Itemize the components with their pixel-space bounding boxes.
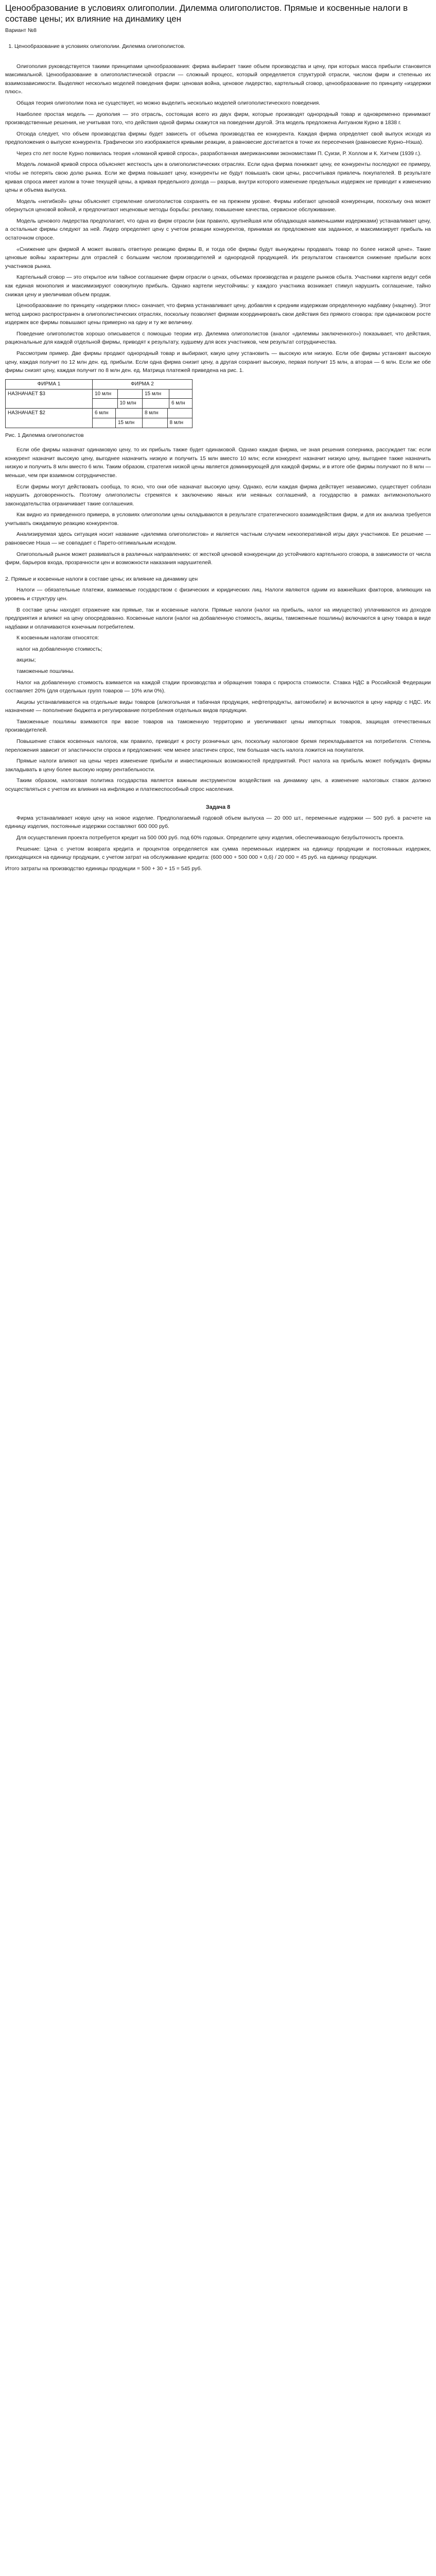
document-title: Ценообразование в условиях олигополии. Дилемма олигополистов. Прямые и косвенные налоги в составе цены; их влияние на динамику цен [5,3,408,24]
figure-caption: Рис. 1 Дилемма олигополистов [5,432,84,438]
paragraph: Если фирмы могут действовать сообща, то ясно, что они обе назначат высокую цену. Однако, если каждая фирма действует независимо, существует соблазн нарушить договоренность. Поэтому олигополисты стремятся к заключению явных или неявных соглашений, а государство в рамках антимонопольного законодательства ограничивает такие соглашения. [5,483,431,507]
paragraph: Олигопольный рынок может развиваться в различных направлениях: от жесткой ценовой конкуренции до устойчивого картельного сговора, в зависимости от числа фирм, барьеров входа, прозрачности цен и возможности наказания нарушителей. [5,551,431,566]
paragraph: Картельный сговор — это открытое или тайное соглашение фирм отрасли о ценах, объемах производства и разделе рынков сбыта. Участники картеля ведут себя как единая монополия и максимизируют совокупную прибыль. Однако картели неустойчивы: у каждого участника возникает стимул нарушить соглашение, тайно снижая цену и увеличивая объем продаж. [5,274,431,298]
paragraph: К косвенным налогам относятся: [16,635,99,641]
paragraph: Повышение ставок косвенных налогов, как правило, приводит к росту розничных цен, поскольку налоговое бремя перекладывается на потребителя. Степень переложения зависит от эластичности спроса и предложения: чем менее эластичен спрос, тем большая часть налога ложится на покупателя. [5,738,431,753]
firm2-header: ФИРМА 2 [93,379,193,389]
paragraph: Отсюда следует, что объем производства фирмы будет зависеть от объема производства ее конкурента. Каждая фирма определяет свой выпуск исходя из предположения о выпуске конкурента. Графически это изображается кривыми реакции, а равновесие достигается в точке их пересечения (равновесие Курно–Нэша). [5,130,431,146]
section-oligopoly [5,62,431,375]
paragraph: Фирма устанавливает новую цену на новое изделие. Предполагаемый годовой объем выпуска — 20 000 шт., переменные издержки — 500 руб. в расчете на единицу изделия, постоянные издержки составляют 600 000 руб. [5,815,431,830]
variant-label: Вариант №8 [5,27,37,34]
row-header-low-price: НАЗНАЧАЕТ $2 [6,409,93,428]
task-heading: Задача 8 [205,804,231,810]
table-cell: 6 млн [169,399,192,408]
paragraph: Прямые налоги влияют на цены через изменение прибыли и инвестиционных возможностей предприятий. Рост налога на прибыль может побуждать фирмы закладывать в цену более высокую норму рентабельности. [5,758,431,773]
paragraph: Для осуществления проекта потребуется кредит на 500 000 руб. под 60% годовых. Определите цену изделия, обеспечивающую безубыточность проекта. [16,835,405,841]
paragraph: Ценообразование по принципу «издержки плюс» означает, что фирма устанавливает цену, добавляя к средним издержкам определенную надбавку (наценку). Этот метод широко распространен в олигополистических отраслях, поскольку позволяет фирмам координировать свои действия без прямого сговора: при одинаковом росте издержек все фирмы повышают цены примерно на одну и ту же величину. [5,302,431,326]
list-item: налог на добавленную стоимость; [16,646,102,652]
payoff-matrix-table [5,379,193,428]
toc-item: 1. Ценообразование в условиях олигополии. Дилемма олигополистов. [14,42,431,51]
table-of-contents [14,42,431,51]
table-cell: 10 млн [117,399,142,408]
formula-result: Итого затраты на производство единицы продукции = 500 + 30 + 15 = 545 руб. [5,865,202,872]
paragraph: Налог на добавленную стоимость взимается на каждой стадии производства и обращения товара с прироста стоимости. Ставка НДС в Российской Федерации составляет 20% (для отдельных групп товаров — 10% или 0%). [5,679,431,694]
table-cell: 15 млн [115,418,142,427]
table-cell: 8 млн [167,418,192,427]
paragraph: «Снижение цен фирмой А может вызвать ответную реакцию фирмы В, и тогда обе фирмы будут вынуждены продавать товар по более низкой цене». Такие ценовые войны характерны для отраслей с большим числом производителей и однородной продукцией. Их результатом становится снижение прибыли всех участников рынка. [5,246,431,269]
paragraph: Модель «негибкой» цены объясняет стремление олигополистов сохранять ее на прежнем уровне. Фирмы избегают ценовой конкуренции, поскольку она может обернуться ценовой войной, и предпочитают неценовые методы борьбы: рекламу, повышение качества, сервисное обслуживание. [5,198,431,213]
paragraph: Наиболее простая модель — дуополия — это отрасль, состоящая всего из двух фирм, которые производят однородный товар и одновременно принимают производственные решения, не учитывая того, что действия одной фирмы скажутся на поведении другой. Эта модель предложена Антуаном Курно в 1838 г. [5,111,431,126]
paragraph: Анализируемая здесь ситуация носит название «дилемма олигополистов» и является частным случаем некооперативной игры двух участников. Ее решение — равновесие Нэша — не совпадает с Парето-оптимальным исходом. [5,531,431,547]
paragraph: В составе цены находят отражение как прямые, так и косвенные налоги. Прямые налоги (налог на прибыль, налог на имущество) уплачиваются из доходов предприятия и влияют на цену опосредованно. Косвенные налоги (налог на добавленную стоимость, акцизы, таможенные пошлины) включаются в цену товара в виде надбавки и оплачиваются конечным потребителем. [5,606,431,630]
paragraph: Акцизы устанавливаются на отдельные виды товаров (алкогольная и табачная продукция, нефтепродукты, автомобили) и включаются в цену наряду с НДС. Их назначение — пополнение бюджета и регулирование потребления отдельных видов продукции. [5,699,431,714]
firm1-label: ФИРМА 1 [6,379,93,389]
section-taxes [5,575,431,794]
table-cell: 8 млн [145,410,159,416]
paragraph: Общая теория олигополии пока не существует, но можно выделить несколько моделей олигополистического поведения. [16,99,321,106]
table-cell: 6 млн [95,410,109,416]
row-header-high-price: НАЗНАЧАЕТ $3 [6,389,93,409]
paragraph: Модель ломаной кривой спроса объясняет жесткость цен в олигополистических отраслях. Если одна фирма понижает цену, ее конкуренты последуют ее примеру, чтобы не потерять свою долю рынка. Если же фирма повышает цену, конкуренты не будут повышать свои цены, рассчитывая привлечь покупателей. В результате кривая спроса имеет излом в точке текущей цены, а кривая предельного дохода — разрыв, внутри которого изменение предельных издержек не приводит к изменению цены и объема выпуска. [5,161,431,194]
paragraph: Налоги — обязательные платежи, взимаемые государством с физических и юридических лиц. Налоги являются одним из важнейших факторов, влияющих на уровень и структуру цен. [5,587,431,602]
paragraph: Как видно из приведенного примера, в условиях олигополии цены складываются в результате стратегического взаимодействия фирм, и для их анализа требуется учитывать ожидаемую реакцию конкурентов. [5,512,431,527]
list-item: таможенные пошлины. [16,668,75,674]
paragraph: Олигополия руководствуется такими принципами ценообразования: фирма выбирает такие объем производства и цену, при которых масса прибыли становится максимальной. Ценообразование в олигополистической отрасли — сложный процесс, который определяется структурой отрасли, числом фирм и степенью их взаимозависимости. Выделяют несколько моделей поведения фирм: ценовая война, ценовое лидерство, картельный сговор, ценообразование по принципу «издержки плюс». [5,63,431,95]
section-oligopoly-dilemma [5,446,431,567]
paragraph: Решение: Цена с учетом возврата кредита и процентов определяется как сумма переменных издержек на единицу продукции и постоянных издержек, приходящихся на единицу продукции, с учетом затрат на обслуживание кредита: (600 000 + 500 000 × 0,6) / 20 000 = 45 руб. на единицу продукции. [5,845,431,861]
paragraph: Таможенные пошлины взимаются при ввозе товаров на таможенную территорию и увеличивают цены импортных товаров, защищая отечественных производителей. [5,718,431,734]
paragraph: Рассмотрим пример. Две фирмы продают однородный товар и выбирают, какую цену установить — высокую или низкую. Если обе фирмы установят высокую цену, каждая получит по 12 млн ден. ед. прибыли. Если одна фирма снизит цену, а другая сохранит высокую, первая получит 15 млн, а вторая — 6 млн. Если же обе фирмы снизят цену, каждая получит по 8 млн ден. ед. Матрица платежей приведена на рис. 1. [5,350,431,374]
list-item: акцизы; [16,657,36,664]
paragraph: Таким образом, налоговая политика государства является важным инструментом воздействия на динамику цен, а изменение налоговых ставок должно осуществляться с учетом их влияния на инфляцию и платежеспособный спрос населения. [5,777,431,792]
section-heading: 2. Прямые и косвенные налоги в составе цены; их влияние на динамику цен [5,575,198,582]
document [0,0,436,896]
table-cell: 10 млн [95,391,112,397]
paragraph: Если обе фирмы назначат одинаковую цену, то их прибыль также будет одинаковой. Однако каждая фирма, не зная решения соперника, рассуждает так: если конкурент назначит высокую цену, выгоднее назначить низкую и получить 15 млн вместо 10 млн; если конкурент назначит низкую цену, выгоднее также назначить низкую и получить 8 млн вместо 6 млн. Таким образом, стратегия низкой цены является доминирующей для каждой фирмы, и в итоге обе фирмы получают по 8 млн — меньше, чем при взаимном сотрудничестве. [5,447,431,479]
table-cell: 15 млн [145,391,162,397]
paragraph: Через сто лет после Курно появилась теория «ломаной кривой спроса», разработанная американскими экономистами П. Суизи, Р. Холлом и К. Хитчем (1939 г.). [16,150,422,157]
paragraph: Поведение олигополистов хорошо описывается с помощью теории игр. Дилемма олигополистов (аналог «дилеммы заключенного») показывает, что действия, рациональные для каждой отдельной фирмы, приводят к результату, худшему для всех участников, чем результат сотрудничества. [5,330,431,346]
section-task [5,803,431,873]
paragraph: Модель ценового лидерства предполагает, что одна из фирм отрасли (как правило, крупнейшая или обладающая наименьшими издержками) устанавливает цену, а остальные фирмы следуют за ней. Лидер определяет цену с учетом реакции конкурентов, принимая их предложение как заданное, и максимизирует прибыль на остаточном спросе. [5,217,431,242]
